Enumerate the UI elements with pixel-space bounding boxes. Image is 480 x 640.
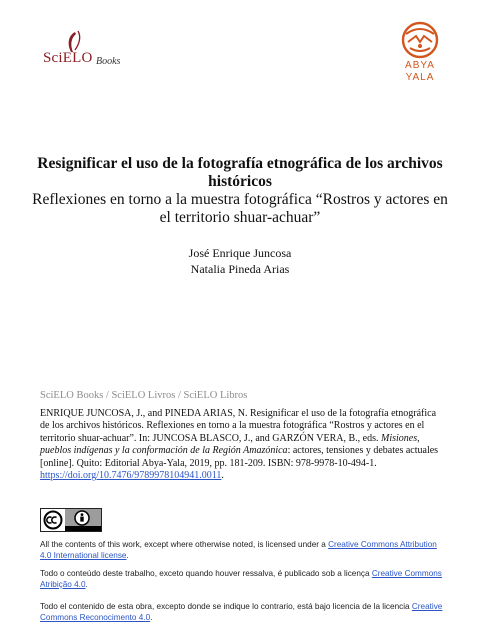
cc-by-badge (40, 508, 102, 532)
doi-period: . (221, 470, 224, 482)
license-pt-link[interactable]: Creative Commons Atribição 4.0 (40, 569, 442, 589)
license-spanish (40, 601, 445, 623)
license-en-end: . (126, 551, 129, 560)
creative-commons-by-icon (41, 509, 101, 531)
chapter-subtitle: Reflexiones en torno a la muestra fotográfica “Rostros y actores en el territorio shuar-achuar” (32, 191, 448, 226)
author-name: Natalia Pineda Arias (190, 262, 290, 276)
abya-yala-line-2: YALA (405, 72, 435, 83)
license-portuguese (40, 568, 445, 590)
license-es-text: Todo el contenido de esta obra, excepto donde se indique lo contrario, está bajo licencia de la licencia (40, 602, 412, 611)
license-es-end: . (150, 613, 153, 622)
series-label: SciELO Books / SciELO Livros / SciELO Libros (40, 390, 248, 401)
authors-block (30, 245, 450, 277)
license-en-text: All the contents of this work, except where otherwise noted, is licensed under a (40, 540, 329, 549)
license-pt-end: . (85, 580, 88, 589)
abya-yala-line-1: ABYA (405, 60, 435, 71)
license-pt-text: Todo o conteúdo deste trabalho, exceto quando houver ressalva, é publicado sob a licença (40, 569, 372, 578)
citation-text-end: : actores, tensiones y debates actuales [online]. Quito: Editorial Abya-Yala, 2019, pp. 181-209. ISBN: 978-9978-10-494-1. (40, 445, 439, 469)
chapter-title: Resignificar el uso de la fotografía etnográfica de los archivos históricos (37, 155, 443, 190)
citation-book-title: Misiones, pueblos indígenas y la conformación de la Región Amazónica (40, 432, 420, 457)
scielo-wordmark: SciELO (43, 50, 93, 66)
author-name: José Enrique Juncosa (188, 246, 292, 260)
license-en-link[interactable]: Creative Commons Attribution 4.0 International license (40, 540, 437, 560)
scielo-books-label: Books (96, 56, 121, 67)
abya-yala-logo (392, 20, 448, 84)
abya-yala-emblem-icon (392, 20, 448, 60)
license-english (40, 539, 445, 561)
doi-link[interactable]: https://doi.org/10.7476/9789978104941.0011 (40, 470, 222, 482)
citation-block (40, 408, 445, 482)
scielo-books-logo (38, 30, 128, 74)
citation-text: ENRIQUE JUNCOSA, J., and PINEDA ARIAS, N. Resignificar el uso de la fotografía etnográfica de los archivos históricos. Reflexiones en torno a la muestra fotográfica “Rostros y actores en el territorio shuar-achuar”. In: JUNCOSA BLASCO, J., and GARZÓN VERA, B., eds. (40, 408, 437, 444)
license-es-link[interactable]: Creative Commons Reconocimento 4.0 (40, 602, 443, 622)
